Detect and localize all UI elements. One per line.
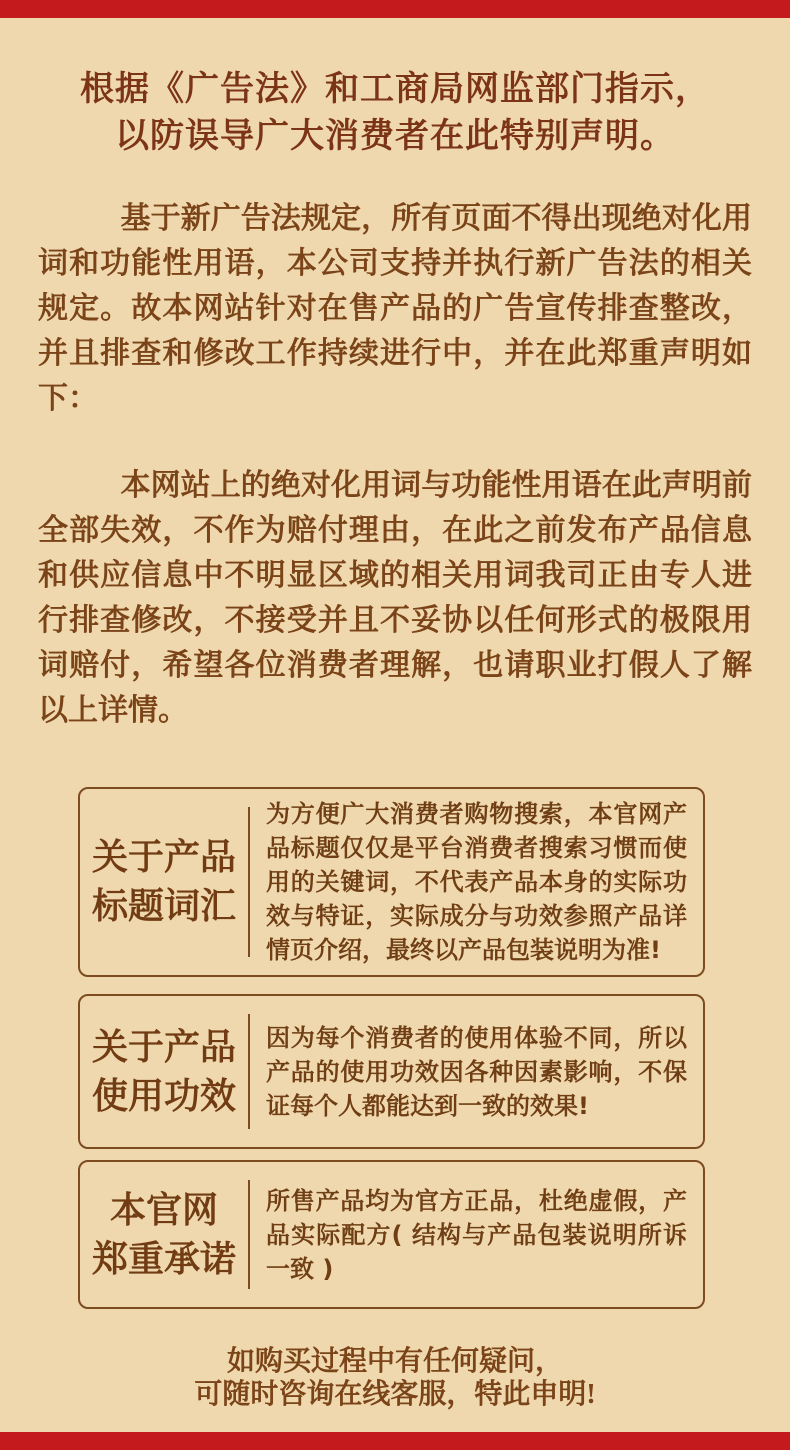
notice-box-official-promise bbox=[78, 1160, 705, 1309]
notice-box-product-usage-effect bbox=[78, 994, 705, 1149]
page-title bbox=[0, 0, 790, 160]
notice-box-content: 为方便广大消费者购物搜索，本官网产品标题仅仅是平台消费者搜索习惯而使用的关键词，不代表产品本身的实际功效与特证，实际成分与功效参照产品详情页介绍，最终以产品包装说明为准! bbox=[266, 800, 687, 964]
page-title-line2: 以防误导广大消费者在此特别声明。 bbox=[115, 118, 675, 155]
notice-box-label-line2: 标题词汇 bbox=[91, 886, 236, 926]
notice-box-label-line2: 使用功效 bbox=[91, 1075, 236, 1116]
footer-note-line2: 可随时咨询在线客服，特此申明! bbox=[194, 1379, 596, 1410]
notice-box-list bbox=[78, 787, 705, 1309]
notice-box-label bbox=[80, 1162, 248, 1307]
notice-box-label-line1: 关于产品 bbox=[91, 1026, 236, 1067]
notice-box-label bbox=[80, 996, 248, 1147]
footer-note bbox=[0, 1345, 790, 1411]
top-red-bar bbox=[0, 0, 790, 18]
page-title-line1: 根据《广告法》和工商局网监部门指示， bbox=[80, 71, 710, 108]
notice-box-content: 因为每个消费者的使用体验不同，所以产品的使用功效因各种因素影响，不保证每个人都能达到一致的效果! bbox=[266, 1023, 687, 1120]
notice-box-product-title-keywords bbox=[78, 787, 705, 977]
notice-box-label-line1: 本官网 bbox=[109, 1189, 218, 1230]
notice-box-content: 所售产品均为官方正品，杜绝虚假，产品实际配方( 结构与产品包装说明所诉一致 ) bbox=[266, 1186, 687, 1283]
notice-box-label-line1: 关于产品 bbox=[91, 837, 236, 877]
notice-box-label bbox=[80, 789, 248, 975]
notice-box-label-line2: 郑重承诺 bbox=[91, 1238, 236, 1279]
statement-paragraph-2: 本网站上的绝对化用词与功能性用语在此声明前全部失效，不作为赔付理由，在此之前发布产品信息和供应信息中不明显区域的相关用词我司正由专人进行排查修改，不接受并且不妥协以任何形式的极限用词赔付，希望各位消费者理解，也请职业打假人了解以上详情。 bbox=[38, 469, 752, 727]
statement-paragraph-1: 基于新广告法规定，所有页面不得出现绝对化用词和功能性用语，本公司支持并执行新广告法的相关规定。故本网站针对在售产品的广告宣传排查整改，并且排查和修改工作持续进行中，并在此郑重声明如下： bbox=[38, 202, 752, 415]
bottom-red-bar bbox=[0, 1432, 790, 1450]
footer-note-line1: 如购买过程中有任何疑问， bbox=[226, 1346, 563, 1377]
